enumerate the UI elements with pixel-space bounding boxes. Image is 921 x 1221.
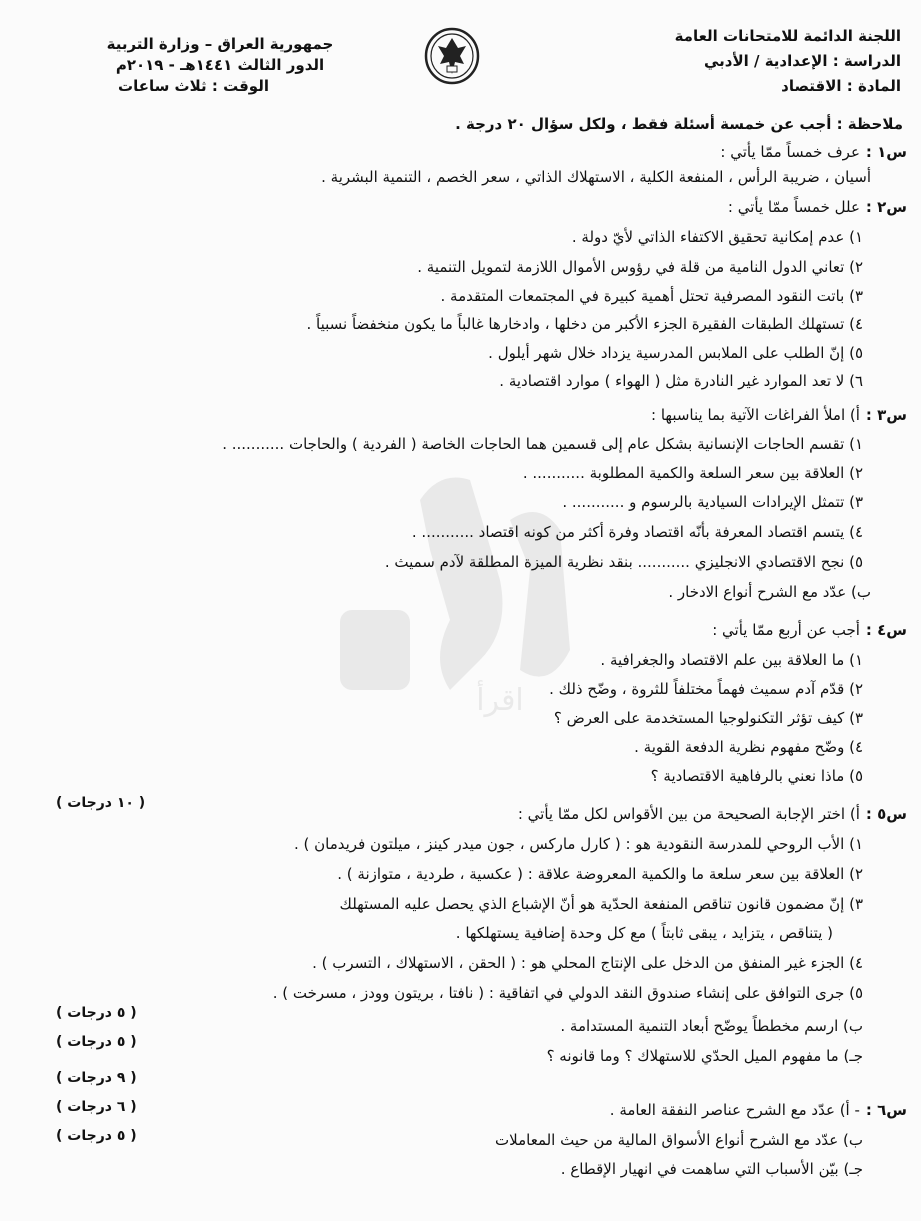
exam-time: الوقت : ثلاث ساعات — [118, 77, 269, 95]
q2-item-4: ٤) تستهلك الطبقات الفقيرة الجزء الأكبر من دخلها ، وادخارها غالباً ما يكون منخفضاً نسبياً . — [306, 315, 863, 333]
q3-heading — [651, 403, 907, 427]
q2-item-5: ٥) إنّ الطلب على الملابس المدرسية يزداد خلال شهر أيلول . — [488, 344, 863, 362]
q4-item-1: ١) ما العلاقة بين علم الاقتصاد والجغرافية . — [600, 651, 863, 669]
q3-item-5: ٥) نجح الاقتصادي الانجليزي ........... بنقد نظرية الميزة المطلقة لآدم سميث . — [384, 553, 863, 571]
q3-item-4: ٤) يتسم اقتصاد المعرفة بأنّه اقتصاد وفرة أكثر من كونه اقتصاد ........... . — [411, 523, 863, 541]
q5-prompt: أ) اختر الإجابة الصحيحة من بين الأقواس لكل ممّا يأتي : — [517, 805, 860, 823]
q5-grade: ( ١٠ درجات ) — [56, 795, 146, 811]
q3-item-3: ٣) تتمثل الإيرادات السيادية بالرسوم و ........... . — [562, 493, 863, 511]
q5-item-2: ٢) العلاقة بين سعر سلعة ما والكمية المعروضة علاقة : ( عكسية ، طردية ، متوازنة ) . — [337, 865, 863, 883]
q3-number: س٣ : — [865, 406, 907, 424]
q3-item-1: ١) تقسم الحاجات الإنسانية بشكل عام إلى قسمين هما الحاجات الخاصة ( الفردية ) والحاجات ........... . — [222, 435, 863, 453]
q4-item-5: ٥) ماذا نعني بالرفاهية الاقتصادية ؟ — [650, 767, 863, 785]
q1-number: س١ : — [865, 143, 907, 161]
q6-part-b: ب) عدّد مع الشرح أنواع الأسواق المالية من حيث المعاملات — [495, 1131, 863, 1149]
committee-title: اللجنة الدائمة للامتحانات العامة — [674, 27, 901, 45]
q3-item-2: ٢) العلاقة بين سعر السلعة والكمية المطلوبة ........... . — [522, 464, 863, 482]
q1-prompt: عرف خمساً ممّا يأتي : — [720, 143, 860, 161]
exam-note: ملاحظة : أجب عن خمسة أسئلة فقط ، ولكل سؤال ٢٠ درجة . — [455, 115, 903, 133]
q2-heading — [728, 195, 907, 219]
q5-part-b: ب) ارسم مخططاً يوضّح أبعاد التنمية المستدامة . — [560, 1017, 863, 1035]
q6-number: س٦ : — [865, 1101, 907, 1119]
q4-item-3: ٣) كيف تؤثر التكنولوجيا المستخدمة على العرض ؟ — [553, 709, 863, 727]
iraq-eagle-emblem-icon — [423, 26, 481, 86]
exam-round: الدور الثالث ١٤٤١هـ - ٢٠١٩م — [115, 56, 325, 74]
grade-5b: ( ٥ درجات ) — [56, 1034, 137, 1050]
q3-prompt: أ) املأ الفراغات الآتية بما يناسبها : — [651, 406, 860, 424]
q5-number: س٥ : — [865, 805, 907, 823]
q1-terms: أسيان ، ضريبة الرأس ، المنفعة الكلية ، الاستهلاك الذاتي ، سعر الخصم ، التنمية البشرية . — [321, 168, 871, 186]
q5-item-3: ٣) إنّ مضمون قانون تناقص المنفعة الحدّية هو أنّ الإشباع الذي يحصل عليه المستهلك — [339, 895, 863, 913]
q5-heading — [518, 802, 907, 826]
q6-part-c: جـ) بيّن الأسباب التي ساهمت في انهيار الإقطاع . — [560, 1160, 863, 1178]
q2-item-1: ١) عدم إمكانية تحقيق الاكتفاء الذاتي لأيّ دولة . — [571, 228, 863, 246]
q2-item-2: ٢) تعاني الدول النامية من قلة في رؤوس الأموال اللازمة لتمويل التنمية . — [417, 258, 863, 276]
q5-item-4: ٤) الجزء غير المنفق من الدخل على الإنتاج المحلي هو : ( الحقن ، الاستهلاك ، التسرب ) . — [312, 954, 863, 972]
q4-prompt: أجب عن أربع ممّا يأتي : — [712, 621, 860, 639]
grade-5c: ( ٥ درجات ) — [56, 1128, 137, 1144]
ministry: جمهورية العراق – وزارة التربية — [106, 35, 334, 53]
header-left — [100, 34, 340, 97]
q5-item-5: ٥) جرى التوافق على إنشاء صندوق النقد الدولي في اتفاقية : ( نافتا ، بريتون وودز ، مسرخت ) . — [272, 984, 863, 1002]
q6-part-a: - أ) عدّد مع الشرح عناصر النفقة العامة . — [609, 1101, 860, 1119]
q3-part-b: ب) عدّد مع الشرح أنواع الادخار . — [668, 583, 871, 601]
q4-heading — [712, 618, 907, 642]
grade-6: ( ٦ درجات ) — [56, 1099, 137, 1115]
watermark-text: اقرأ — [476, 683, 524, 718]
q5-part-c: جـ) ما مفهوم الميل الحدّي للاستهلاك ؟ وما قانونه ؟ — [546, 1047, 863, 1065]
q2-number: س٢ : — [865, 198, 907, 216]
q1-heading — [720, 140, 907, 164]
subject: المادة : الاقتصاد — [781, 77, 901, 95]
study-branch: الدراسة : الإعدادية / الأدبي — [703, 52, 901, 70]
q5-item-1: ١) الأب الروحي للمدرسة النقودية هو : ( كارل ماركس ، جون ميدر كينز ، ميلتون فريدمان ) . — [293, 835, 863, 853]
q2-item-3: ٣) باتت النقود المصرفية تحتل أهمية كبيرة في المجتمعات المتقدمة . — [440, 287, 863, 305]
q4-item-4: ٤) وضّح مفهوم نظرية الدفعة القوية . — [634, 738, 863, 756]
grade-9: ( ٩ درجات ) — [56, 1070, 137, 1086]
q5-item-3-cont: ( يتناقص ، يتزايد ، يبقى ثابتاً ) مع كل وحدة إضافية يستهلكها . — [455, 924, 833, 942]
q2-item-6: ٦) لا تعد الموارد غير النادرة مثل ( الهواء ) موارد اقتصادية . — [499, 372, 863, 390]
grade-5a: ( ٥ درجات ) — [56, 1005, 137, 1021]
q2-prompt: علل خمساً ممّا يأتي : — [727, 198, 860, 216]
q6-heading — [610, 1098, 907, 1122]
q4-item-2: ٢) قدّم آدم سميث فهماً مختلفاً للثروة ، وضّح ذلك . — [549, 680, 863, 698]
header-right — [631, 24, 901, 99]
q4-number: س٤ : — [865, 621, 907, 639]
